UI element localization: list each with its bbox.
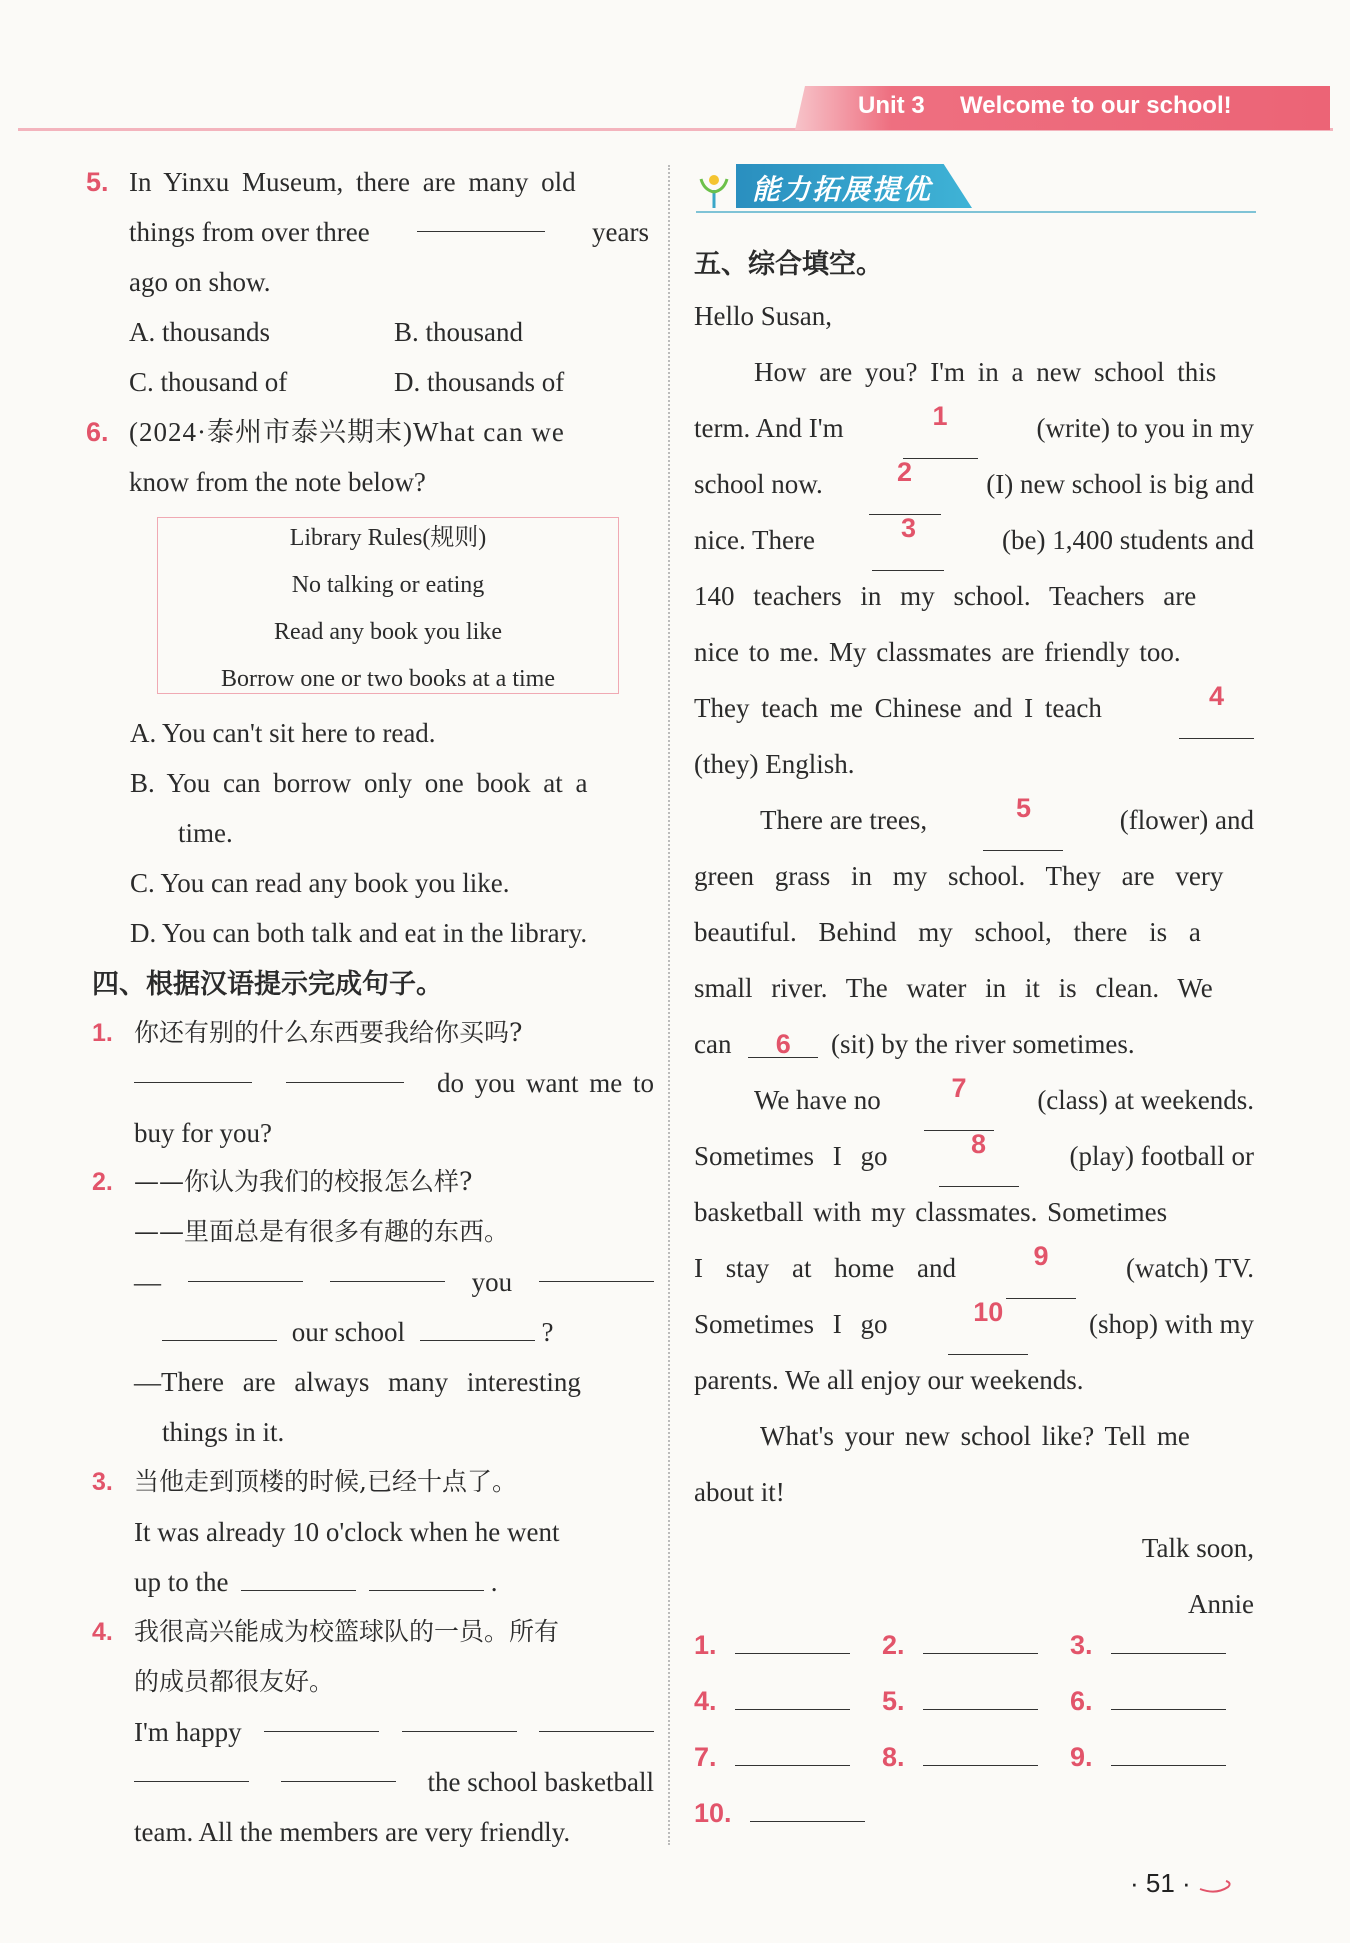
s2-number: 2. <box>92 1168 113 1196</box>
s1-blank-2[interactable] <box>286 1058 404 1083</box>
p-line-20: What's your new school like? Tell me <box>760 1421 1190 1451</box>
header-title <box>858 92 1232 120</box>
question-6 <box>84 407 649 507</box>
q6-option-c[interactable]: C. You can read any book you like. <box>130 868 510 898</box>
q6-line2: know from the note below? <box>129 467 426 497</box>
p-line-15b: (play) football or <box>1069 1141 1254 1171</box>
s1-chinese: 你还有别的什么东西要我给你买吗? <box>134 1018 523 1047</box>
s1-english-2: buy for you? <box>134 1118 272 1148</box>
p-line-11: beautiful. Behind my school, there is a <box>694 917 1201 947</box>
s3-english-2: up to the <box>134 1567 229 1597</box>
s2-you: you <box>471 1267 513 1297</box>
unit-label: Unit 3 <box>858 92 925 119</box>
s2-blank-5[interactable] <box>420 1316 535 1341</box>
p-line-9a: There are trees, <box>760 805 928 835</box>
answer-label-5: 5. <box>882 1686 905 1716</box>
q5-option-c[interactable]: C. thousand of <box>129 367 288 397</box>
library-note-box <box>157 517 619 694</box>
banner <box>696 164 1256 214</box>
section-4-heading: 四、根据汉语提示完成句子。 <box>92 969 443 1000</box>
passage <box>694 291 1254 1635</box>
answer-blank-9[interactable] <box>1111 1741 1226 1766</box>
s4-chinese-1: 我很高兴能成为校篮球队的一员。所有 <box>134 1617 560 1646</box>
s1-english-1: do you want me to <box>437 1068 654 1098</box>
q6-options <box>130 708 650 958</box>
s2-question-mark: ? <box>541 1317 554 1347</box>
answer-label-7: 7. <box>694 1742 717 1772</box>
blank-7[interactable]: 7 <box>924 1075 994 1131</box>
answer-label-10: 10. <box>694 1798 732 1828</box>
section-5-heading: 五、综合填空。 <box>694 249 883 280</box>
p-line-1: How are you? I'm in a new school this <box>754 357 1217 387</box>
page-number-text: · 51 · <box>1130 1868 1191 1898</box>
p-line-8: (they) English. <box>694 749 855 779</box>
note-rule-1: No talking or eating <box>291 572 485 598</box>
s4-english-2: the school basketball <box>427 1767 654 1797</box>
blank-2[interactable]: 2 <box>869 459 941 515</box>
p-line-21: about it! <box>694 1477 785 1507</box>
p-line-13a: can <box>694 1029 732 1059</box>
question-5 <box>84 157 649 407</box>
q6-number: 6. <box>86 417 109 447</box>
p-line-14a: We have no <box>754 1085 881 1115</box>
p-line-3b: (I) new school is big and <box>986 469 1254 499</box>
blank-3[interactable]: 3 <box>872 515 944 571</box>
banner-rule <box>696 211 1256 213</box>
note-rule-2: Read any book you like <box>274 619 502 645</box>
q5-option-a[interactable]: A. thousands <box>129 317 270 347</box>
s3-chinese: 当他走到顶楼的时候,已经十点了。 <box>134 1467 517 1496</box>
s4-english-1: I'm happy <box>134 1717 242 1747</box>
s2-blank-4[interactable] <box>162 1316 277 1341</box>
q5-line3: ago on show. <box>129 267 271 297</box>
answer-blank-1[interactable] <box>735 1629 850 1654</box>
unit-title: Welcome to our school! <box>960 92 1232 119</box>
sentence-2 <box>84 1157 654 1457</box>
blank-5[interactable]: 5 <box>983 795 1063 851</box>
answer-label-6: 6. <box>1070 1686 1093 1716</box>
s4-english-3: team. All the members are very friendly. <box>134 1817 571 1847</box>
blank-4[interactable]: 4 <box>1179 683 1254 739</box>
q5-option-d[interactable]: D. thousands of <box>394 367 565 397</box>
p-line-17a: I stay at home and <box>694 1253 956 1283</box>
answer-label-9: 9. <box>1070 1742 1093 1772</box>
s3-blank-2[interactable] <box>369 1566 484 1591</box>
blank-9[interactable]: 9 <box>1006 1243 1076 1299</box>
column-divider <box>668 165 670 1845</box>
s2-chinese-1: ——你认为我们的校报怎么样? <box>134 1167 473 1196</box>
sentence-3 <box>84 1457 654 1607</box>
s4-number: 4. <box>92 1618 113 1646</box>
q5-number: 5. <box>86 167 109 197</box>
answer-blank-6[interactable] <box>1111 1685 1226 1710</box>
q5-blank[interactable] <box>417 207 545 232</box>
p-line-10: green grass in my school. They are very <box>694 861 1224 891</box>
s3-period: . <box>490 1567 498 1597</box>
s4-blank-5[interactable] <box>281 1757 396 1782</box>
banner-title: 能力拓展提优 <box>752 173 933 206</box>
s2-answer-2: things in it. <box>162 1417 285 1447</box>
s2-blank-3[interactable] <box>539 1257 654 1282</box>
q5-line2a: things from over three <box>129 217 370 247</box>
q6-option-b-cont: time. <box>178 818 233 848</box>
note-title: Library Rules(规则) <box>289 525 487 551</box>
q5-option-b[interactable]: B. thousand <box>394 317 524 347</box>
p-line-7a: They teach me Chinese and I teach <box>694 693 1102 723</box>
q5-line2b: years <box>592 217 649 247</box>
answer-blank-5[interactable] <box>923 1685 1038 1710</box>
answer-grid <box>694 1620 1264 1840</box>
s4-chinese-2: 的成员都很友好。 <box>134 1667 335 1696</box>
p-line-6: nice to me. My classmates are friendly too. <box>694 637 1181 667</box>
blank-6[interactable]: 6 <box>748 1031 818 1058</box>
p-line-17b: (watch) TV. <box>1126 1253 1254 1283</box>
p-line-12: small river. The water in it is clean. We <box>694 973 1213 1003</box>
answer-blank-2[interactable] <box>923 1629 1038 1654</box>
p-line-9b: (flower) and <box>1119 805 1254 835</box>
p-line-16: basketball with my classmates. Sometimes <box>694 1197 1168 1227</box>
s2-chinese-2: ——里面总是有很多有趣的东西。 <box>134 1217 510 1246</box>
s3-blank-1[interactable] <box>241 1566 356 1591</box>
q6-option-a[interactable]: A. You can't sit here to read. <box>130 718 436 748</box>
s4-blank-1[interactable] <box>264 1707 379 1732</box>
s2-blank-1[interactable] <box>188 1257 303 1282</box>
p-line-3a: school now. <box>694 469 823 499</box>
tree-icon <box>696 170 732 210</box>
p-line-18a: Sometimes I go <box>694 1309 888 1339</box>
answer-label-1: 1. <box>694 1630 717 1660</box>
p-line-18b: (shop) with my <box>1089 1309 1254 1339</box>
sentence-4 <box>84 1607 654 1857</box>
p-line-14b: (class) at weekends. <box>1037 1085 1254 1115</box>
q6-option-b[interactable]: B. You can borrow only one book at a <box>130 768 588 798</box>
p-line-4a: nice. There <box>694 525 815 555</box>
p-line-2b: (write) to you in my <box>1036 413 1254 443</box>
s4-blank-3[interactable] <box>539 1707 654 1732</box>
q5-line1: In Yinxu Museum, there are many old <box>129 167 576 197</box>
answer-label-4: 4. <box>694 1686 717 1716</box>
greeting: Hello Susan, <box>694 301 832 331</box>
answer-blank-10[interactable] <box>750 1797 865 1822</box>
q6-line1: (2024·泰州市泰兴期末)What can we <box>129 417 565 447</box>
s2-answer-1: —There are always many interesting <box>134 1367 581 1397</box>
s2-dash: — <box>134 1267 161 1297</box>
answer-blank-8[interactable] <box>923 1741 1038 1766</box>
p-line-19: parents. We all enjoy our weekends. <box>694 1365 1084 1395</box>
s1-number: 1. <box>92 1019 113 1047</box>
note-rule-3: Borrow one or two books at a time <box>221 666 555 692</box>
answer-label-2: 2. <box>882 1630 905 1660</box>
s1-blank-1[interactable] <box>134 1058 252 1083</box>
page-arrow-icon <box>1198 1873 1234 1897</box>
page-number <box>1130 1868 1234 1899</box>
s4-blank-2[interactable] <box>402 1707 517 1732</box>
blank-10[interactable]: 10 <box>948 1299 1028 1355</box>
blank-1[interactable]: 1 <box>903 403 978 459</box>
s2-our-school: our school <box>291 1317 405 1347</box>
p-line-5: 140 teachers in my school. Teachers are <box>694 581 1197 611</box>
p-line-4b: (be) 1,400 students and <box>1002 525 1254 555</box>
answer-label-8: 8. <box>882 1742 905 1772</box>
sentence-1 <box>84 1008 654 1158</box>
s3-number: 3. <box>92 1468 113 1496</box>
answer-label-3: 3. <box>1070 1630 1093 1660</box>
closing: Talk soon, <box>1141 1533 1254 1563</box>
signature: Annie <box>1188 1589 1254 1619</box>
p-line-2a: term. And I'm <box>694 413 844 443</box>
s3-english-1: It was already 10 o'clock when he went <box>134 1517 560 1547</box>
p-line-13b: (sit) by the river sometimes. <box>830 1029 1135 1059</box>
answer-blank-4[interactable] <box>735 1685 850 1710</box>
answer-blank-7[interactable] <box>735 1741 850 1766</box>
p-line-15a: Sometimes I go <box>694 1141 888 1171</box>
blank-8[interactable]: 8 <box>939 1131 1019 1187</box>
s4-blank-4[interactable] <box>134 1757 249 1782</box>
s2-blank-2[interactable] <box>330 1257 445 1282</box>
q6-option-d[interactable]: D. You can both talk and eat in the library. <box>130 918 588 948</box>
answer-blank-3[interactable] <box>1111 1629 1226 1654</box>
